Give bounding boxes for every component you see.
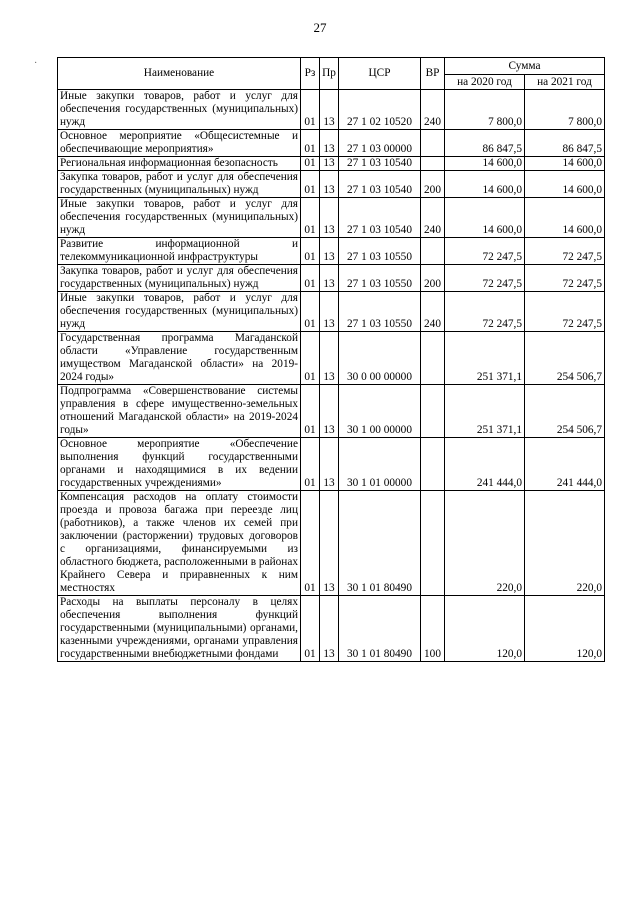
row-pr: 13 [320, 596, 339, 662]
page-number: 27 [313, 20, 327, 35]
row-rz: 01 [301, 332, 320, 385]
row-sum-2021: 241 444,0 [525, 438, 605, 491]
row-name: Основное мероприятие «Общесистемные и обеспечивающие мероприятия» [58, 130, 301, 157]
row-pr: 13 [320, 385, 339, 438]
row-sum-2021: 14 600,0 [525, 171, 605, 198]
row-sum-2021: 14 600,0 [525, 198, 605, 238]
row-sum-2020: 120,0 [445, 596, 525, 662]
row-vr [421, 332, 445, 385]
row-pr: 13 [320, 157, 339, 171]
row-name: Иные закупки товаров, работ и услуг для обеспечения государственных (муниципальных) нужд [58, 292, 301, 332]
row-name: Закупка товаров, работ и услуг для обеспечения государственных (муниципальных) нужд [58, 265, 301, 292]
row-pr: 13 [320, 265, 339, 292]
row-name: Иные закупки товаров, работ и услуг для обеспечения государственных (муниципальных) нужд [58, 198, 301, 238]
table-row [58, 198, 605, 238]
row-sum-2020: 251 371,1 [445, 385, 525, 438]
row-name: Развитие информационной и телекоммуникационной инфраструктуры [58, 238, 301, 265]
table-row [58, 238, 605, 265]
table-row [58, 90, 605, 130]
row-vr [421, 130, 445, 157]
row-vr [421, 157, 445, 171]
row-rz: 01 [301, 596, 320, 662]
row-vr: 200 [421, 171, 445, 198]
row-sum-2020: 251 371,1 [445, 332, 525, 385]
row-sum-2021: 120,0 [525, 596, 605, 662]
row-sum-2020: 14 600,0 [445, 171, 525, 198]
row-sum-2021: 72 247,5 [525, 265, 605, 292]
row-name: Подпрограмма «Совершенствование системы управления в сфере имущественно-земельных отношений Магаданской области» на 2019-2024 годы» [58, 385, 301, 438]
row-name: Государственная программа Магаданской области «Управление государственным имуществом Магаданской области» на 2019-2024 годы» [58, 332, 301, 385]
row-csr: 30 1 01 00000 [339, 438, 421, 491]
row-rz: 01 [301, 438, 320, 491]
row-sum-2021: 254 506,7 [525, 385, 605, 438]
row-pr: 13 [320, 491, 339, 596]
row-csr: 27 1 03 10540 [339, 157, 421, 171]
table-header [58, 58, 605, 90]
row-pr: 13 [320, 238, 339, 265]
row-pr: 13 [320, 332, 339, 385]
header-rz: Рз [301, 58, 320, 90]
row-sum-2020: 220,0 [445, 491, 525, 596]
row-rz: 01 [301, 265, 320, 292]
row-rz: 01 [301, 385, 320, 438]
table-row [58, 171, 605, 198]
row-csr: 30 1 00 00000 [339, 385, 421, 438]
row-csr: 30 0 00 00000 [339, 332, 421, 385]
row-csr: 27 1 02 10520 [339, 90, 421, 130]
row-rz: 01 [301, 130, 320, 157]
row-sum-2020: 72 247,5 [445, 238, 525, 265]
row-csr: 27 1 03 10550 [339, 292, 421, 332]
row-rz: 01 [301, 90, 320, 130]
row-csr: 27 1 03 00000 [339, 130, 421, 157]
row-vr: 100 [421, 596, 445, 662]
row-name: Компенсация расходов на оплату стоимости проезда и провоза багажа при переезде лиц (работников), а также членов их семей при заключении (расторжении) трудовых договоров с организациями, финансируемыми из областного бюджета, расположенными в районах Крайнего Севера и приравненных к ним местностях [58, 491, 301, 596]
table-body [58, 90, 605, 662]
row-csr: 30 1 01 80490 [339, 596, 421, 662]
row-vr: 200 [421, 265, 445, 292]
row-sum-2021: 254 506,7 [525, 332, 605, 385]
row-sum-2020: 86 847,5 [445, 130, 525, 157]
row-vr: 240 [421, 198, 445, 238]
row-rz: 01 [301, 171, 320, 198]
row-vr [421, 438, 445, 491]
row-sum-2020: 7 800,0 [445, 90, 525, 130]
row-sum-2020: 72 247,5 [445, 292, 525, 332]
table-row [58, 596, 605, 662]
row-pr: 13 [320, 292, 339, 332]
budget-table [57, 57, 605, 662]
table-row [58, 265, 605, 292]
row-vr [421, 385, 445, 438]
header-name: Наименование [58, 58, 301, 90]
row-csr: 27 1 03 10540 [339, 171, 421, 198]
row-name: Расходы на выплаты персоналу в целях обеспечения выполнения функций государственными (муниципальными) органами, казенными учреждениями, органами управления государственными внебюджетными фондами [58, 596, 301, 662]
row-pr: 13 [320, 438, 339, 491]
row-vr: 240 [421, 292, 445, 332]
scan-mark: · [34, 58, 38, 69]
row-sum-2021: 7 800,0 [525, 90, 605, 130]
row-pr: 13 [320, 130, 339, 157]
table-row [58, 491, 605, 596]
row-name: Основное мероприятие «Обеспечение выполнения функций государственными органами и находящимися в их ведении государственных учреждениями» [58, 438, 301, 491]
row-vr: 240 [421, 90, 445, 130]
row-rz: 01 [301, 198, 320, 238]
row-sum-2020: 14 600,0 [445, 198, 525, 238]
row-rz: 01 [301, 157, 320, 171]
row-sum-2021: 72 247,5 [525, 292, 605, 332]
table-row [58, 332, 605, 385]
table-row [58, 385, 605, 438]
row-vr [421, 238, 445, 265]
header-year-2021: на 2021 год [525, 75, 605, 90]
row-rz: 01 [301, 292, 320, 332]
row-csr: 27 1 03 10540 [339, 198, 421, 238]
row-sum-2021: 86 847,5 [525, 130, 605, 157]
header-csr: ЦСР [339, 58, 421, 90]
row-csr: 27 1 03 10550 [339, 265, 421, 292]
table-row [58, 157, 605, 171]
row-pr: 13 [320, 198, 339, 238]
header-year-2020: на 2020 год [445, 75, 525, 90]
row-name: Иные закупки товаров, работ и услуг для обеспечения государственных (муниципальных) нужд [58, 90, 301, 130]
row-sum-2021: 220,0 [525, 491, 605, 596]
row-pr: 13 [320, 171, 339, 198]
row-sum-2021: 72 247,5 [525, 238, 605, 265]
row-name: Закупка товаров, работ и услуг для обеспечения государственных (муниципальных) нужд [58, 171, 301, 198]
row-rz: 01 [301, 238, 320, 265]
table-row [58, 438, 605, 491]
row-csr: 30 1 01 80490 [339, 491, 421, 596]
row-sum-2020: 241 444,0 [445, 438, 525, 491]
row-sum-2021: 14 600,0 [525, 157, 605, 171]
row-sum-2020: 14 600,0 [445, 157, 525, 171]
row-vr [421, 491, 445, 596]
header-pr: Пр [320, 58, 339, 90]
table-row [58, 130, 605, 157]
row-rz: 01 [301, 491, 320, 596]
row-sum-2020: 72 247,5 [445, 265, 525, 292]
row-csr: 27 1 03 10550 [339, 238, 421, 265]
header-sum: Сумма [445, 58, 605, 75]
table-row [58, 292, 605, 332]
header-vr: ВР [421, 58, 445, 90]
row-name: Региональная информационная безопасность [58, 157, 301, 171]
row-pr: 13 [320, 90, 339, 130]
